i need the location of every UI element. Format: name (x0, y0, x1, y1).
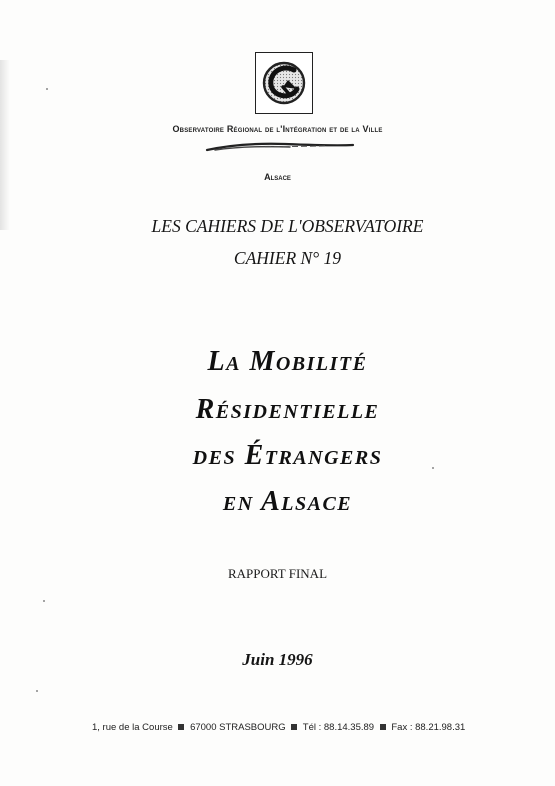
series-title: LES CAHIERS DE L'OBSERVATOIRE (151, 216, 424, 236)
issue-number: CAHIER N° 19 (233, 248, 342, 268)
title-line-2: Résidentielle (195, 394, 380, 425)
brush-stroke-divider-icon (205, 141, 355, 153)
square-bullet-icon (380, 724, 386, 730)
footer-address: 1, rue de la Course (92, 722, 173, 733)
footer-contact (92, 722, 492, 733)
observatoire-logo-icon (261, 58, 307, 108)
title-line-1: La Mobilité (207, 346, 368, 377)
square-bullet-icon (291, 724, 297, 730)
title-line-3: des Étrangers (192, 440, 383, 471)
footer-fax: Fax : 88.21.98.31 (391, 722, 466, 733)
square-bullet-icon (178, 724, 184, 730)
organization-name: Observatoire Régional de l'Intégration et de la Ville (172, 124, 383, 134)
title-line-4: en Alsace (222, 486, 353, 517)
publication-date: Juin 1996 (242, 650, 313, 669)
footer-city: 67000 STRASBOURG (190, 722, 286, 733)
scan-speck (46, 88, 48, 90)
footer-tel: Tél : 88.14.35.89 (302, 722, 375, 733)
region-name: Alsace (264, 172, 291, 182)
report-type: RAPPORT FINAL (227, 566, 328, 581)
scan-speck (43, 600, 45, 602)
scan-shadow (0, 60, 10, 230)
scan-speck (36, 690, 38, 692)
logo-frame (255, 52, 313, 114)
